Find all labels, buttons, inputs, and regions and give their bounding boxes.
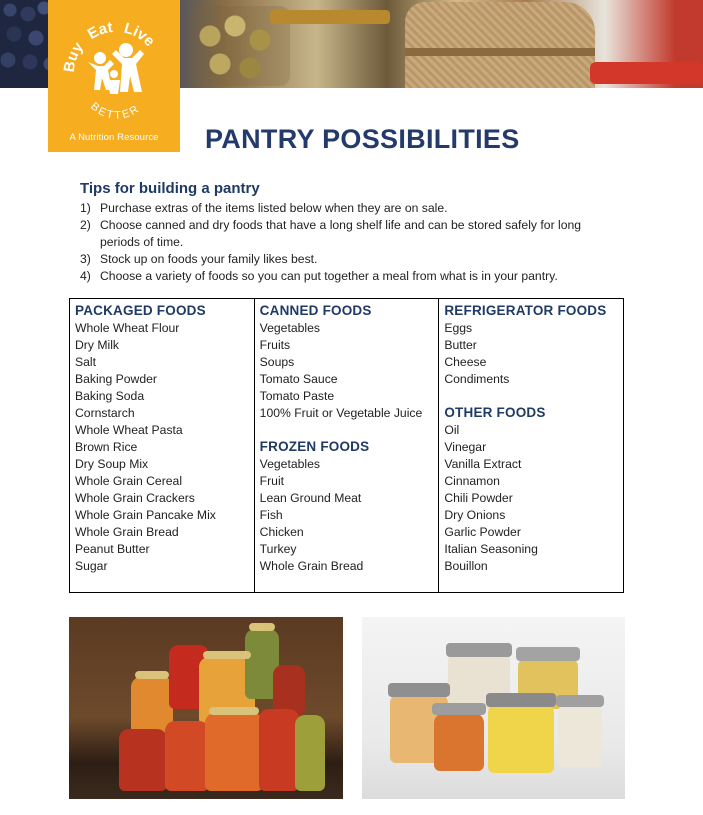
food-item: Whole Wheat Flour [75,321,180,335]
pantry-foods-table [69,298,624,593]
food-item: Fruit [259,474,285,488]
twine-image [405,48,595,56]
canned-vegetables-photo [69,617,343,799]
food-item: Baking Powder [75,372,157,386]
food-item: 100% Fruit or Vegetable Juice [259,406,423,420]
tip-item [80,217,620,251]
buy-eat-live-better-logo [48,0,180,152]
family-figures-icon [88,43,144,94]
jar-lid-image [270,10,390,24]
food-item: Dry Onions [444,508,506,522]
tip-number: 3) [80,252,91,266]
tip-number: 1) [80,201,91,215]
food-item: Vegetables [259,321,320,335]
food-item: Whole Grain Crackers [75,491,195,505]
blueberries-image [0,0,55,88]
food-item: Peanut Butter [75,542,150,556]
tip-item [80,200,620,217]
logo-graphic [48,0,180,132]
tip-text: Stock up on foods your family likes best. [100,252,318,266]
food-item: Fruits [259,338,291,352]
logo-word-buy: Buy [60,39,87,74]
logo-word-eat: Eat [84,18,114,44]
food-item: Tomato Paste [259,389,335,403]
tip-item [80,268,620,285]
logo-word-better: BETTER [88,100,143,122]
food-item: Cheese [444,355,487,369]
food-item: Condiments [444,372,510,386]
food-item: Turkey [259,542,297,556]
burlap-jar-image [405,2,595,88]
food-item: Baking Soda [75,389,145,403]
section-heading: FROZEN FOODS [259,439,370,454]
section-heading: PACKAGED FOODS [75,303,206,318]
food-item: Salt [75,355,97,369]
food-item: Butter [444,338,477,352]
food-item: Oil [444,423,460,437]
foods-column-canned-frozen [255,299,440,592]
food-item: Bouillon [444,559,488,573]
tip-text: Choose a variety of foods so you can put together a meal from what is in your pantry. [100,269,558,283]
food-item: Dry Soup Mix [75,457,149,471]
tips-heading: Tips for building a pantry [80,180,260,197]
food-item: Cinnamon [444,474,500,488]
food-item: Garlic Powder [444,525,521,539]
food-item: Fish [259,508,283,522]
food-item: Whole Grain Pancake Mix [75,508,216,522]
food-item: Cornstarch [75,406,135,420]
food-item: Dry Milk [75,338,120,352]
section-heading: REFRIGERATOR FOODS [444,303,607,318]
foods-column-packaged [70,299,255,592]
food-item: Whole Grain Bread [75,525,179,539]
section-heading: OTHER FOODS [444,405,546,420]
food-item: Brown Rice [75,440,138,454]
page-title: PANTRY POSSIBILITIES [205,124,520,154]
food-item: Whole Grain Cereal [75,474,183,488]
food-item: Vanilla Extract [444,457,522,471]
tip-item [80,251,620,268]
glass-jars-photo [362,617,625,799]
food-item: Soups [259,355,295,369]
food-item: Vinegar [444,440,487,454]
foods-column-refrigerator-other [439,299,623,592]
food-item: Chicken [259,525,304,539]
food-item: Whole Wheat Pasta [75,423,183,437]
tips-list [80,200,620,285]
section-heading: CANNED FOODS [259,303,372,318]
food-item: Eggs [444,321,473,335]
food-item: Sugar [75,559,108,573]
logo-word-live: Live [122,19,158,50]
logo-caption: A Nutrition Resource [69,132,159,143]
tip-number: 2) [80,218,91,232]
food-item: Whole Grain Bread [259,559,364,573]
svg-text:BETTER [88,100,142,121]
food-item: Lean Ground Meat [259,491,362,505]
tip-text: Choose canned and dry foods that have a long shelf life and can be stored safely for long periods of time. [100,218,582,249]
tip-text: Purchase extras of the items listed below when they are on sale. [100,201,448,215]
food-item: Vegetables [259,457,320,471]
tip-number: 4) [80,269,91,283]
food-item: Italian Seasoning [444,542,538,556]
red-lid-image [590,62,703,84]
food-item: Chili Powder [444,491,513,505]
food-item: Tomato Sauce [259,372,338,386]
